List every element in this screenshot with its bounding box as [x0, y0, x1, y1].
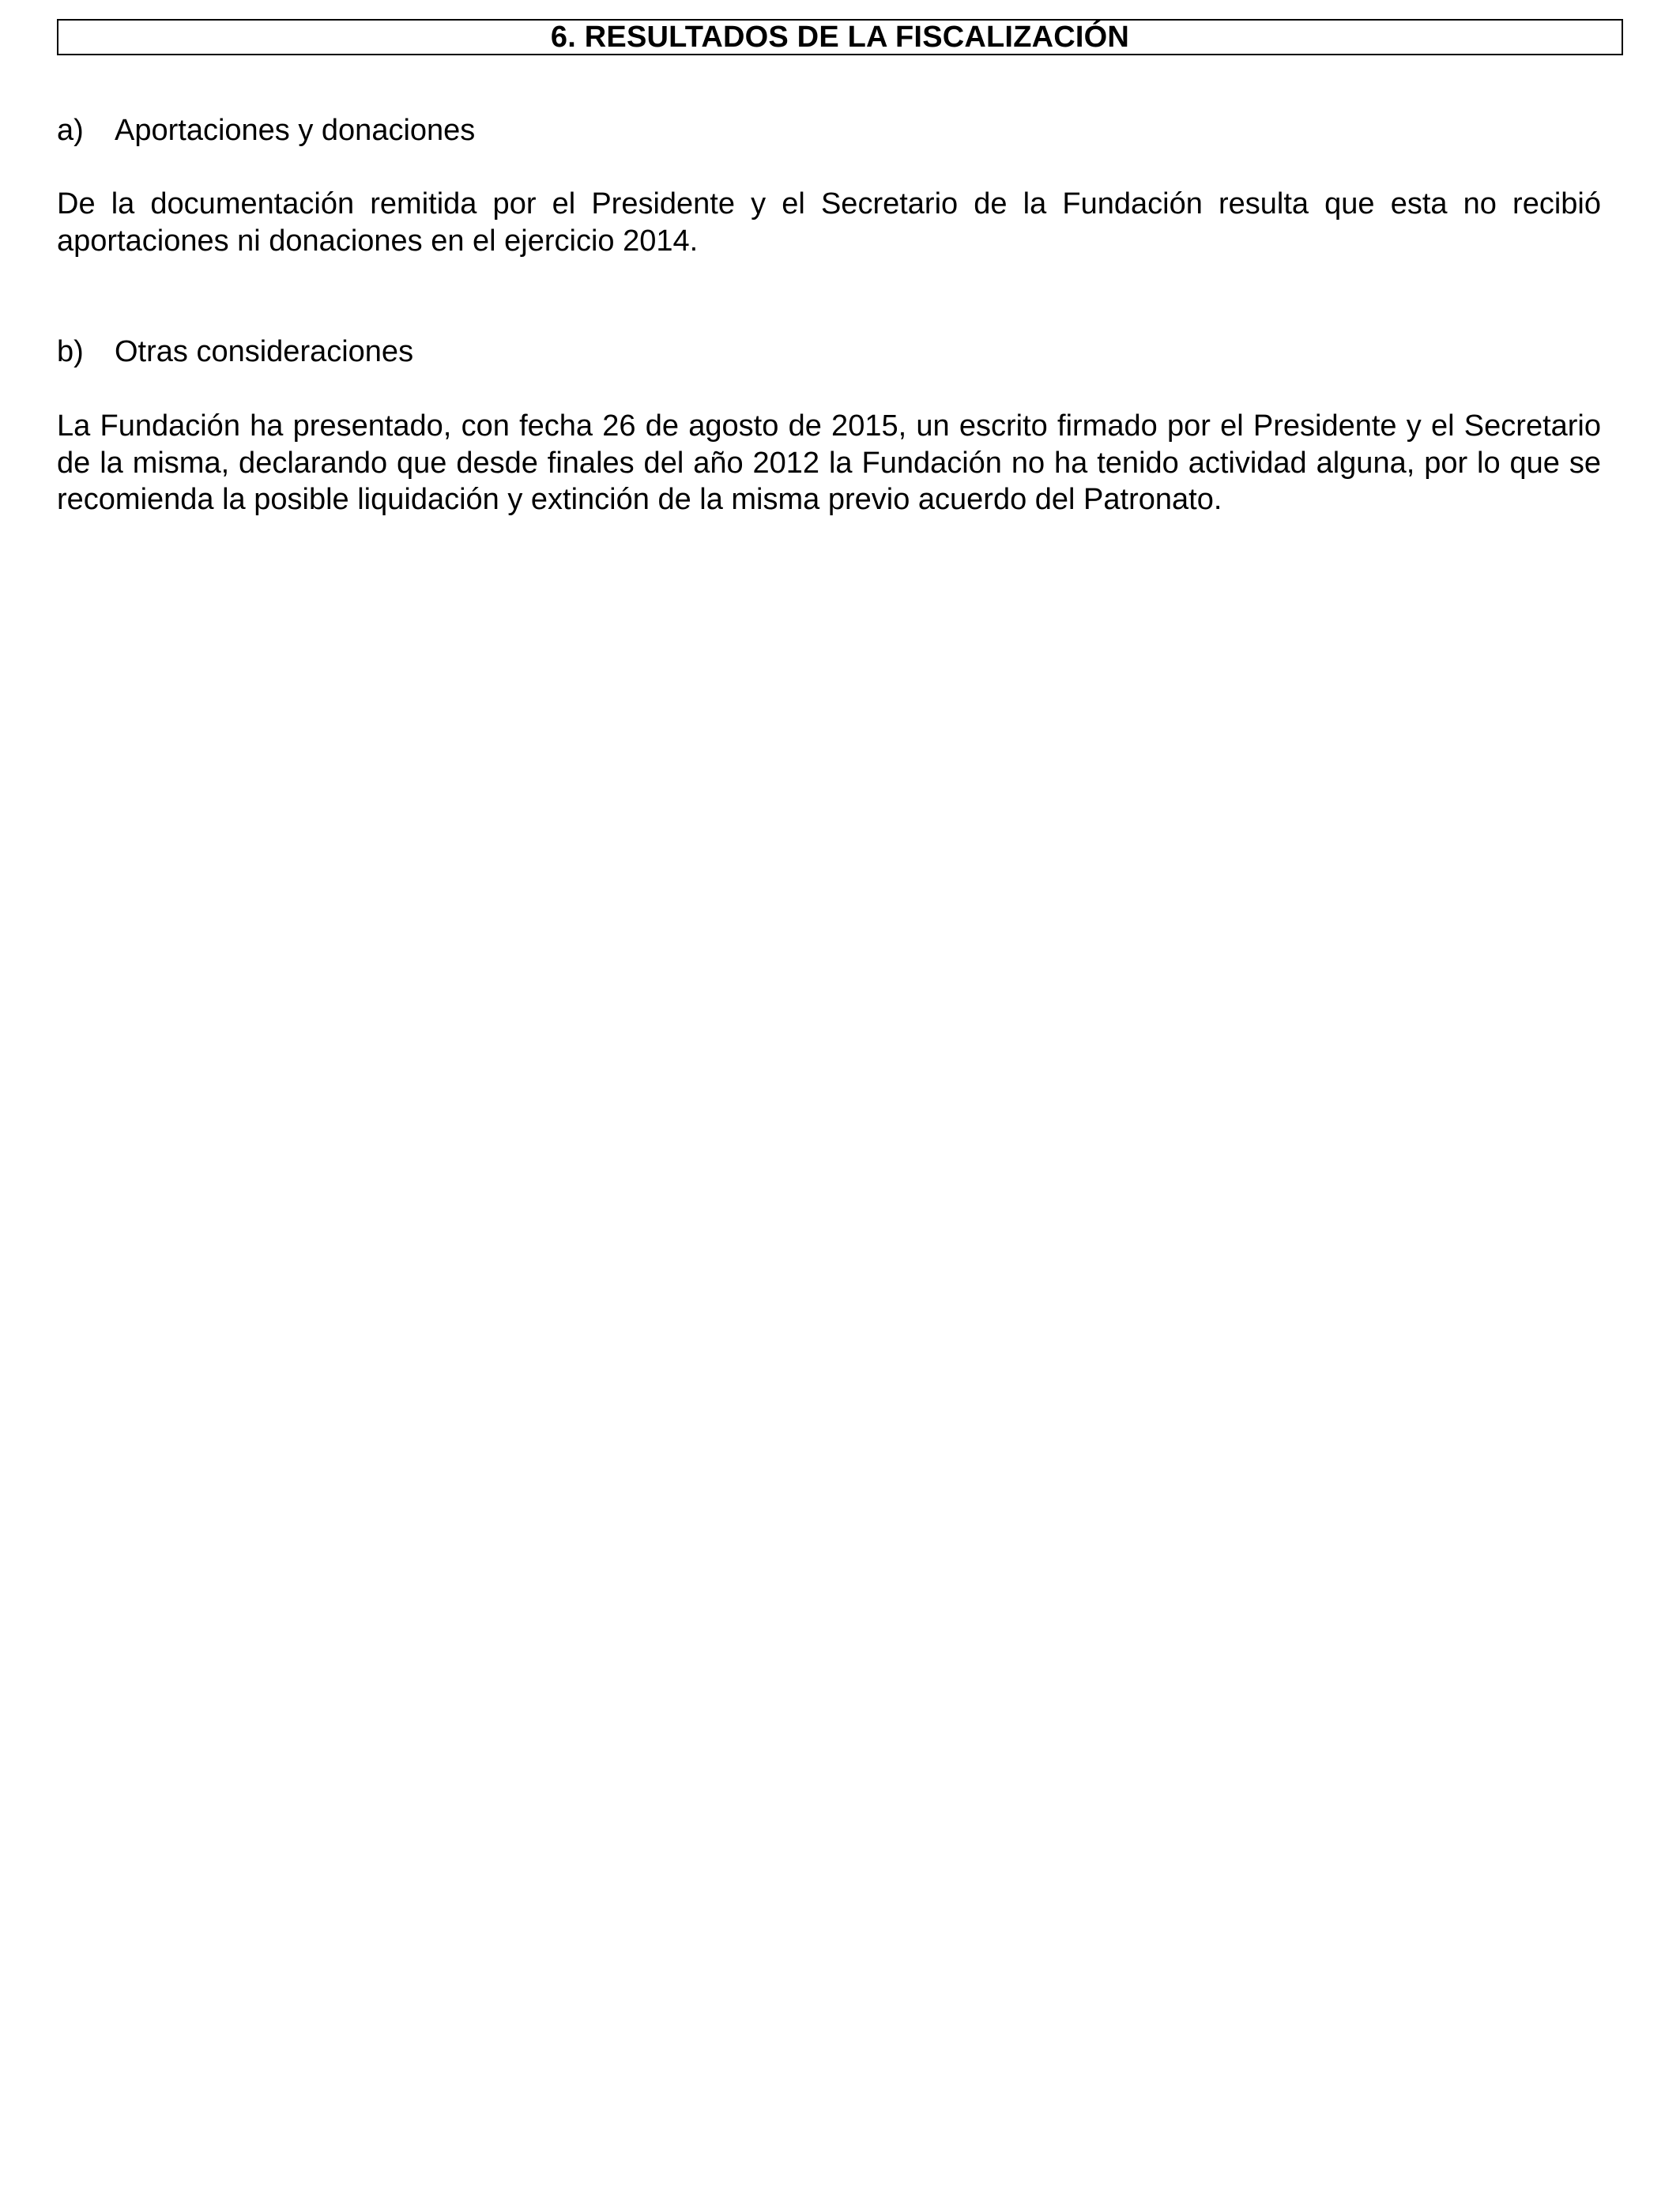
section-title-box — [57, 19, 1623, 55]
section-title: 6. RESULTADOS DE LA FISCALIZACIÓN — [550, 21, 1130, 54]
subsection-marker-b: b) — [57, 335, 84, 368]
subsection-title-a: Aportaciones y donaciones — [115, 114, 476, 147]
subsection-marker-a: a) — [57, 114, 84, 147]
subsection-title-b: Otras consideraciones — [115, 335, 414, 368]
paragraph-otras-consideraciones: La Fundación ha presentado, con fecha 26 de agosto de 2015, un escrito firmado por el Presidente y el Secretario de la misma, declarando que desde finales del año 2012 la Fundación no ha tenido actividad alguna, por lo que se recomienda la posible liquidación y extinción de la misma previo acuerdo del Patronato. — [57, 409, 1601, 516]
subsection-heading-b — [57, 334, 413, 370]
subsection-heading-a — [57, 112, 475, 149]
paragraph-aportaciones: De la documentación remitida por el Presidente y el Secretario de la Fundación resulta que esta no recibió aportaciones ni donaciones en el ejercicio 2014. — [57, 187, 1601, 258]
